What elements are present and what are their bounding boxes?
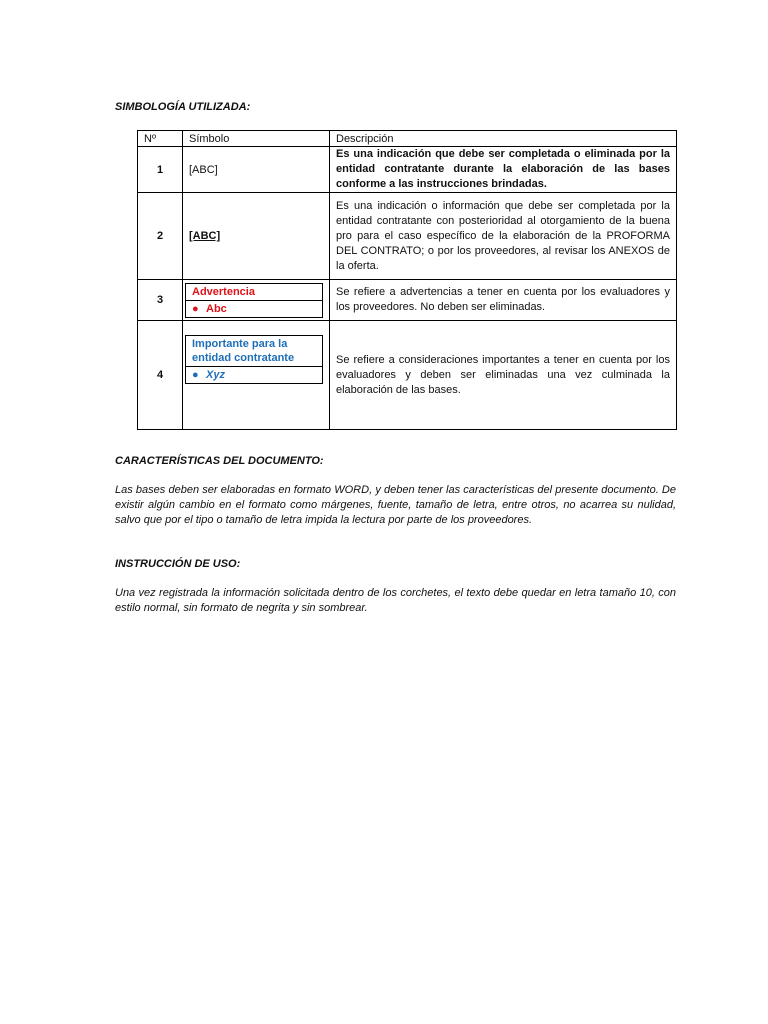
important-box-item: ● Xyz [192,369,225,381]
row-symbol: [ABC] [183,147,330,193]
bullet-icon: ● [192,369,199,381]
row-symbol [183,321,330,430]
header-num: Nº [138,131,183,147]
header-symbol: Símbolo [183,131,330,147]
row-description: Es una indicación o información que debe ser completada por la entidad contratante con posterioridad al otorgamiento de la buena pro para el caso específico de la elaboración de la PROFORMA DEL CONTRATO; o por los proveedores, al revisar los ANEXOS de la oferta. [330,193,677,280]
warning-box-title: Advertencia [186,284,322,301]
bullet-icon: ● [192,302,199,315]
heading-instruction: INSTRUCCIÓN DE USO: [115,558,241,570]
table-row [138,147,677,193]
paragraph-characteristics: Las bases deben ser elaboradas en formato WORD, y deben tener las características del presente documento. De existir algún cambio en el formato como márgenes, fuente, tamaño de letra, entre otros, no acarrea su nulidad, salvo que por el tipo o tamaño de letra impida la lectura por parte de los proveedores. [115,484,676,526]
row-num: 3 [138,280,183,321]
heading-characteristics: CARACTERÍSTICAS DEL DOCUMENTO: [115,455,324,467]
table-row [138,321,677,430]
warning-box [185,283,323,318]
row-description: Se refiere a advertencias a tener en cuenta por los evaluadores y los proveedores. No deben ser eliminadas. [330,280,677,321]
row-num: 2 [138,193,183,280]
table-row [138,193,677,280]
row-description: Es una indicación que debe ser completada o eliminada por la entidad contratante durante la elaboración de las bases conforme a las instrucciones brindadas. [330,147,677,193]
symbol-bold-underlined: [ABC] [189,230,221,242]
row-description: Se refiere a consideraciones importantes a tener en cuenta por los evaluadores y deben ser eliminadas una vez culminada la elaboración de las bases. [330,321,677,430]
table-header-row [138,131,677,147]
header-description: Descripción [330,131,677,147]
row-symbol [183,193,330,280]
paragraph-instruction: Una vez registrada la información solicitada dentro de los corchetes, el texto debe quedar en letra tamaño 10, con estilo normal, sin formato de negrita y sin sombrear. [115,587,676,614]
important-box-title: Importante para la entidad contratante [186,336,322,367]
row-symbol [183,280,330,321]
symbology-table [137,130,677,430]
heading-symbology: SIMBOLOGÍA UTILIZADA: [115,101,251,113]
important-box [185,335,323,384]
table-row [138,280,677,321]
warning-box-item: ● Abc [192,302,227,315]
row-num: 4 [138,321,183,430]
row-num: 1 [138,147,183,193]
